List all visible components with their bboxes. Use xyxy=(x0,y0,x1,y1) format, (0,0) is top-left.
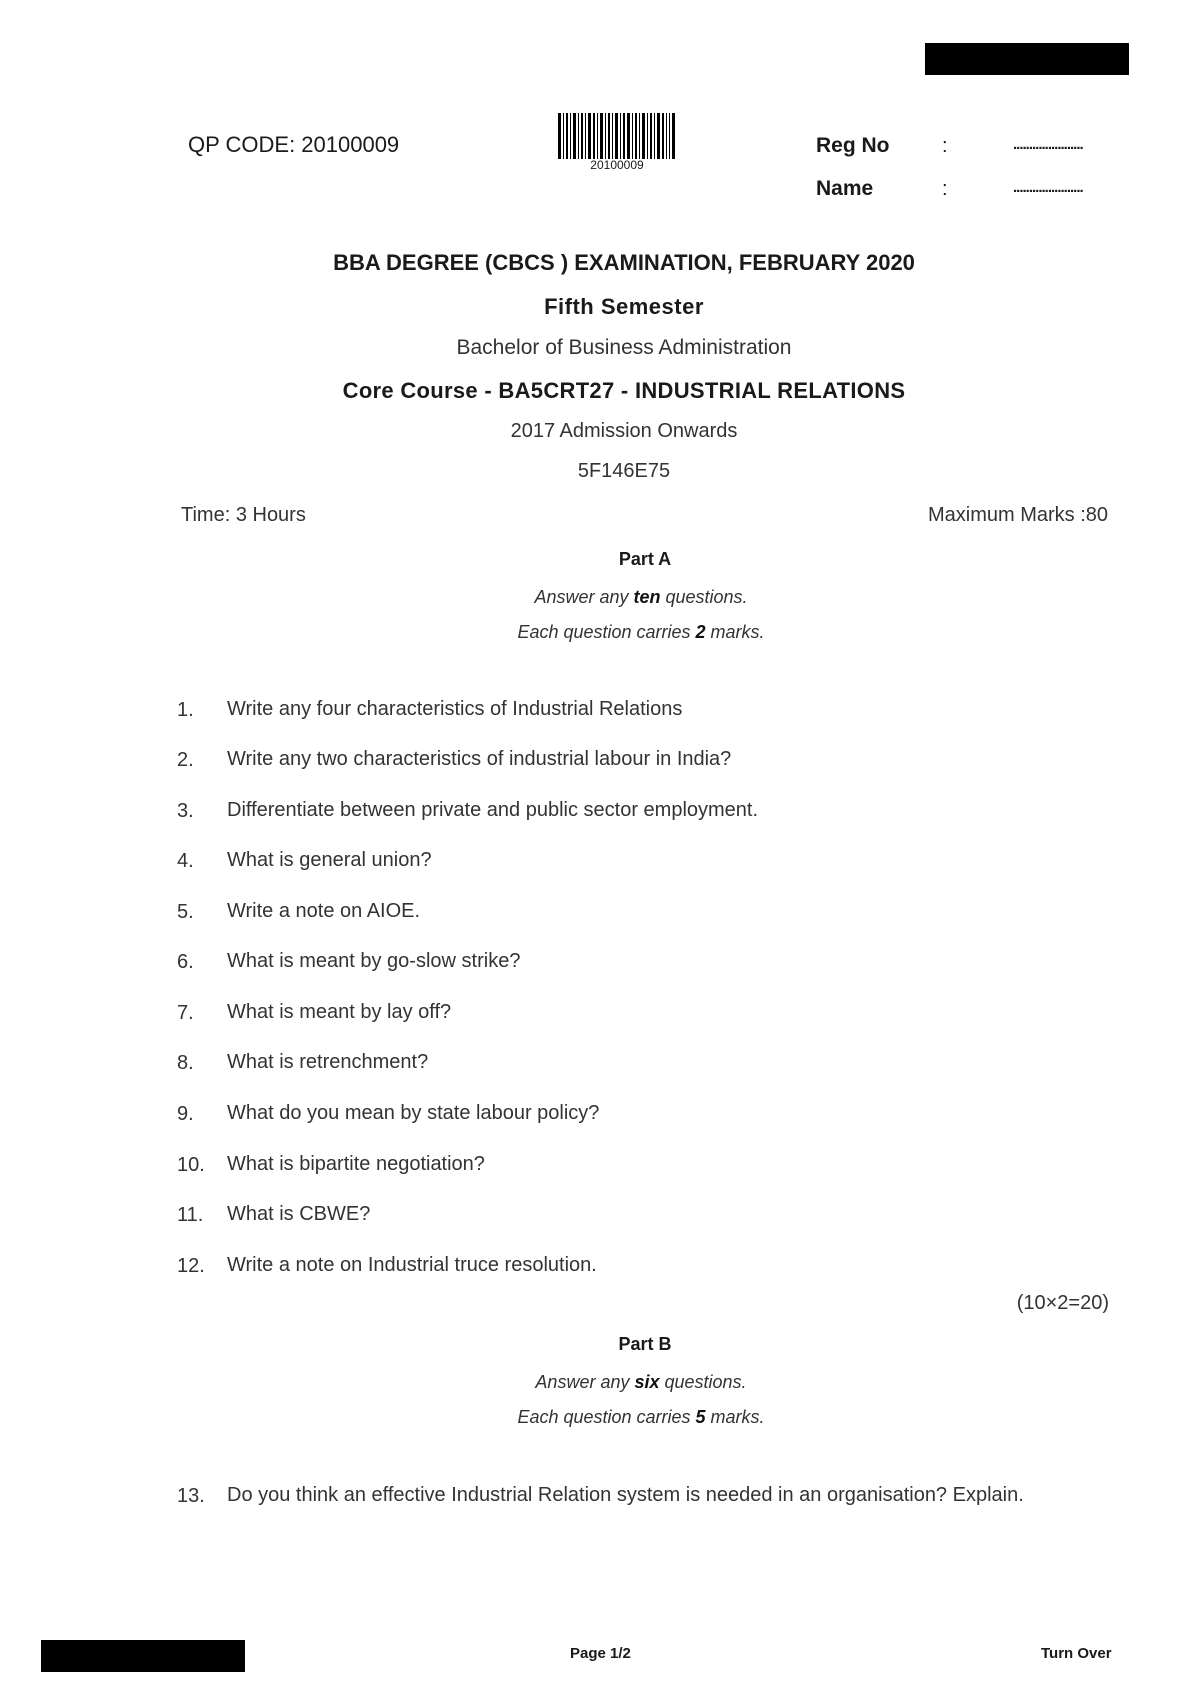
question-number: 5. xyxy=(177,901,194,923)
question-text: Write a note on Industrial truce resolution. xyxy=(227,1254,597,1276)
question-text: What is bipartite negotiation? xyxy=(227,1153,485,1175)
question-number: 12. xyxy=(177,1255,205,1277)
part-a-marks-summary: (10×2=20) xyxy=(1016,1292,1109,1314)
question-text: What is retrenchment? xyxy=(227,1051,429,1073)
part-b-instruction-1: Answer any six questions. xyxy=(535,1372,747,1392)
question-number: 13. xyxy=(177,1485,205,1507)
admission-note: 2017 Admission Onwards xyxy=(510,420,738,442)
part-a-heading: Part A xyxy=(618,549,672,569)
program-name: Bachelor of Business Administration xyxy=(456,336,792,359)
question-text: Differentiate between private and public sector employment. xyxy=(227,799,759,821)
part-a-instruction-2: Each question carries 2 marks. xyxy=(517,622,765,642)
question-text: Do you think an effective Industrial Relation system is needed in an organisation? Explain. xyxy=(227,1484,1024,1506)
question-number: 1. xyxy=(177,699,194,721)
redaction-bar-top xyxy=(925,43,1129,75)
question-text: What is meant by go-slow strike? xyxy=(227,950,521,972)
question-number: 7. xyxy=(177,1002,194,1024)
question-text: Write any two characteristics of industrial labour in India? xyxy=(227,748,732,770)
barcode xyxy=(558,113,676,175)
question-number: 8. xyxy=(177,1052,194,1074)
question-number: 9. xyxy=(177,1103,194,1125)
reg-no-label: Reg No xyxy=(816,134,890,157)
name-colon: : xyxy=(942,178,948,200)
part-b-instruction-2: Each question carries 5 marks. xyxy=(517,1407,765,1427)
paper-code: 5F146E75 xyxy=(577,460,671,482)
reg-no-colon: : xyxy=(942,135,948,157)
turn-over-note: Turn Over xyxy=(1041,1645,1112,1662)
course-title: Core Course - BA5CRT27 - INDUSTRIAL RELATIONS xyxy=(342,378,906,403)
semester: Fifth Semester xyxy=(544,294,704,319)
reg-no-blank: ...................... xyxy=(1013,136,1083,153)
question-number: 4. xyxy=(177,850,194,872)
question-number: 11. xyxy=(177,1204,204,1226)
qp-code: QP CODE: 20100009 xyxy=(188,132,400,157)
exam-title: BBA DEGREE (CBCS ) EXAMINATION, FEBRUARY 2020 xyxy=(333,250,915,275)
name-label: Name xyxy=(816,177,874,200)
question-number: 3. xyxy=(177,800,194,822)
question-text: What do you mean by state labour policy? xyxy=(227,1102,600,1124)
exam-time: Time: 3 Hours xyxy=(181,504,306,526)
question-text: Write any four characteristics of Industrial Relations xyxy=(227,698,683,720)
question-number: 2. xyxy=(177,749,194,771)
barcode-number: 20100009 xyxy=(590,158,644,172)
barcode-bars xyxy=(558,113,676,159)
part-a-instruction-1: Answer any ten questions. xyxy=(534,587,748,607)
question-text: Write a note on AIOE. xyxy=(227,900,421,922)
question-number: 10. xyxy=(177,1154,205,1176)
redaction-bar-bottom xyxy=(41,1640,245,1672)
question-text: What is meant by lay off? xyxy=(227,1001,452,1023)
part-b-heading: Part B xyxy=(618,1334,672,1354)
name-blank: ...................... xyxy=(1013,179,1083,196)
question-text: What is CBWE? xyxy=(227,1203,371,1225)
question-number: 6. xyxy=(177,951,194,973)
maximum-marks: Maximum Marks :80 xyxy=(927,504,1108,526)
page-number: Page 1/2 xyxy=(570,1645,631,1662)
question-text: What is general union? xyxy=(227,849,432,871)
